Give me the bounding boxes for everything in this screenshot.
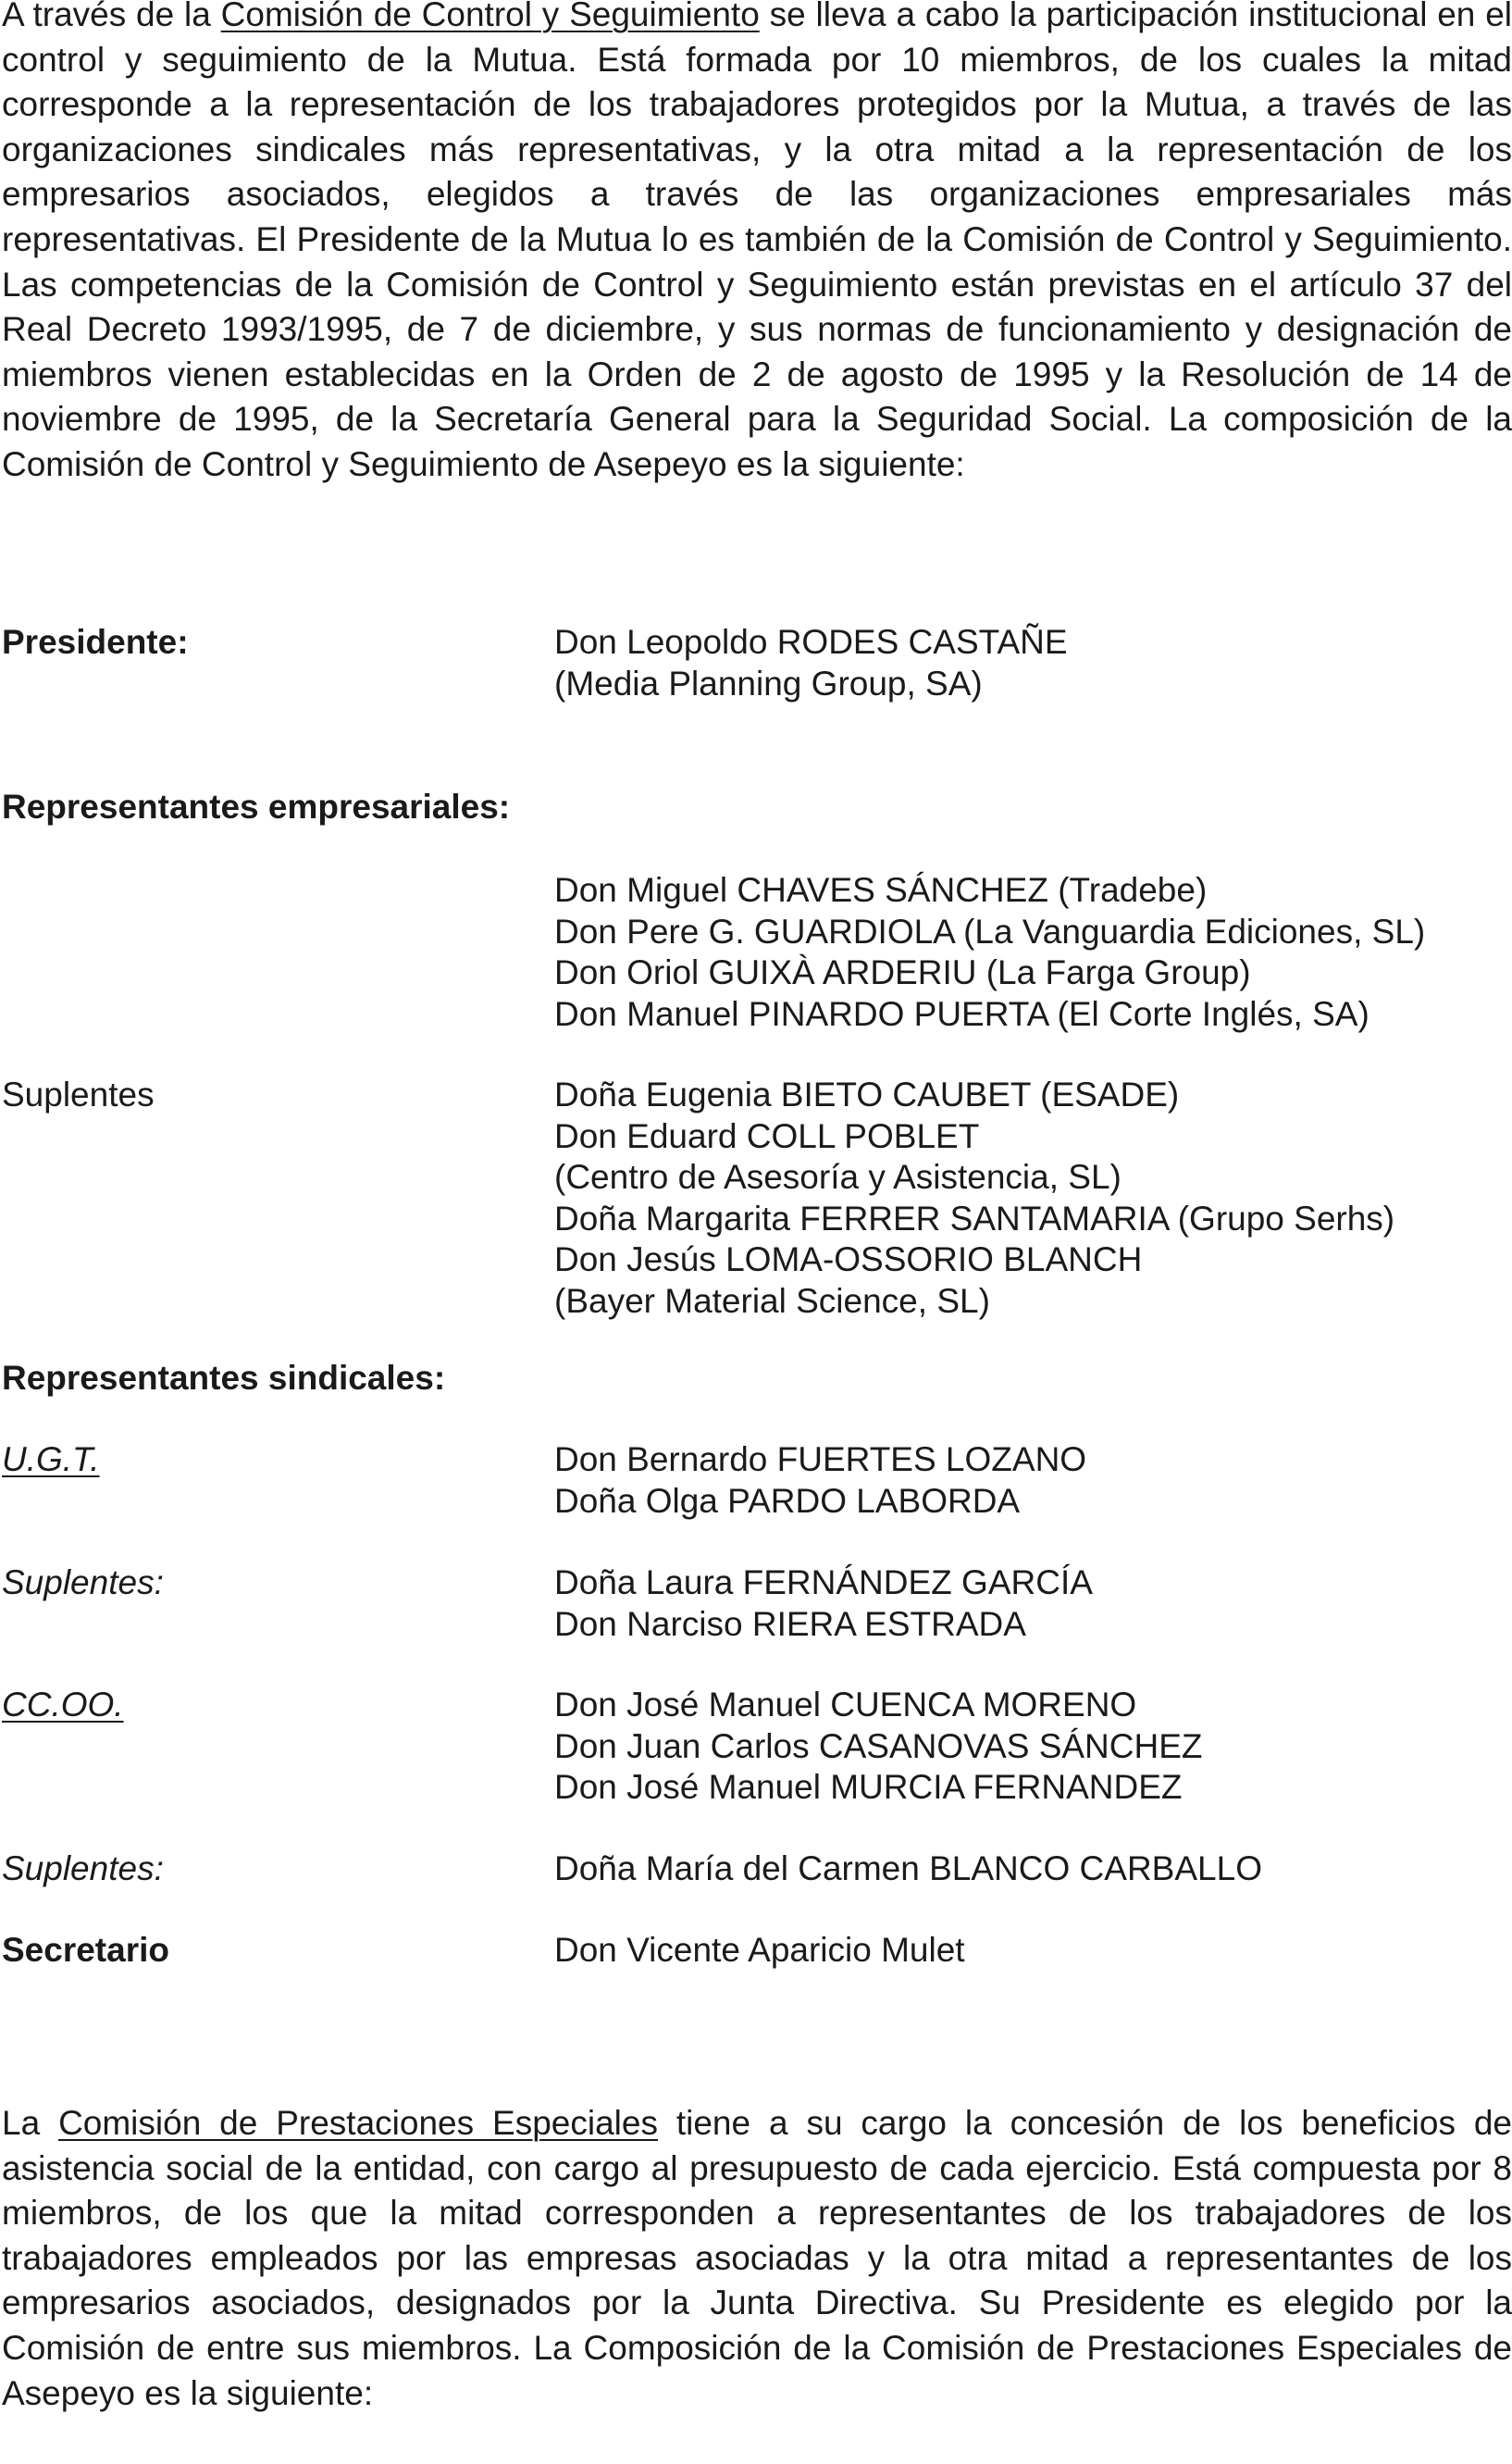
suplente-item: Doña Laura FERNÁNDEZ GARCÍA	[554, 1563, 1093, 1601]
ugt-label: U.G.T.	[2, 1440, 100, 1478]
secretario-value	[554, 1928, 965, 1970]
suplente-item: Doña María del Carmen BLANCO CARBALLO	[554, 1849, 1262, 1887]
ccoo-suplentes	[554, 1847, 1262, 1888]
ccoo-members	[554, 1683, 1203, 1807]
ccoo-label: CC.OO.	[2, 1686, 124, 1724]
suplente-item: Don Jesús LOMA-OSSORIO BLANCH	[554, 1240, 1143, 1278]
intro-text-start: A través de la	[2, 0, 221, 33]
member-item: Doña Olga PARDO LABORDA	[554, 1481, 1021, 1520]
intro-paragraph	[2, 0, 1512, 488]
presidente-value	[554, 620, 1068, 703]
suplente-item: Doña Eugenia BIETO CAUBET (ESADE)	[554, 1076, 1180, 1114]
empresariales-members	[554, 868, 1425, 1033]
prestaciones-paragraph	[2, 2101, 1512, 2416]
member-item: Don Manuel PINARDO PUERTA (El Corte Inglés, SA)	[554, 994, 1369, 1033]
ccoo-suplentes-label: Suplentes:	[2, 1849, 164, 1887]
secretario-label: Secretario	[2, 1931, 169, 1969]
commission-prestaciones-link-text: Comisión de Prestaciones Especiales	[58, 2104, 658, 2142]
prestaciones-text-body: tiene a su cargo la concesión de los beneficios de asistencia social de la entidad, con cargo al presupuesto de cada ejercicio. Está compuesta por 8 miembros, de los que la mitad corresponden a representantes de los trabajadores de los trabajadores empleados por las empresas asociadas y la otra mitad a representantes de los empresarios asociados, designados por la Junta Directiva. Su Presidente es elegido por la Comisión de entre sus miembros. La Composición de la Comisión de Prestaciones Especiales de Asepeyo es la siguiente:	[2, 2104, 1512, 2412]
member-item: Don Miguel CHAVES SÁNCHEZ (Tradebe)	[554, 871, 1208, 909]
suplente-item: (Bayer Material Science, SL)	[554, 1281, 990, 1320]
member-item: Don Juan Carlos CASANOVAS SÁNCHEZ	[554, 1726, 1203, 1765]
suplente-item: Doña Margarita FERRER SANTAMARIA (Grupo Serhs)	[554, 1199, 1395, 1238]
presidente-name: Don Leopoldo RODES CASTAÑE	[554, 623, 1068, 661]
secretario-name: Don Vicente Aparicio Mulet	[554, 1931, 965, 1969]
intro-text-body: se lleva a cabo la participación institucional en el control y seguimiento de la Mutua. Está formada por 10 miembros, de los cuales la mitad corresponde a la representación de los trabajadores protegidos por la Mutua, a través de las organizaciones sindicales más representativas, y la otra mitad a la representación de los empresarios asociados, elegidos a través de las organizaciones empresariales más representativas. El Presidente de la Mutua lo es también de la Comisión de Control y Seguimiento. Las competencias de la Comisión de Control y Seguimiento están previstas en el artículo 37 del Real Decreto 1993/1995, de 7 de diciembre, y sus normas de funcionamiento y designación de miembros vienen establecidas en la Orden de 2 de agosto de 1995 y la Resolución de 14 de noviembre de 1995, de la Secretaría General para la Seguridad Social. La composición de la Comisión de Control y Seguimiento de Asepeyo es la siguiente:	[2, 0, 1512, 483]
prestaciones-text-start: La	[2, 2104, 59, 2142]
presidente-company: (Media Planning Group, SA)	[554, 664, 983, 703]
empresariales-heading: Representantes empresariales:	[2, 788, 511, 826]
ugt-members	[554, 1437, 1086, 1520]
empresariales-suplentes	[554, 1073, 1394, 1320]
ugt-suplentes	[554, 1561, 1093, 1643]
member-item: Don Pere G. GUARDIOLA (La Vanguardia Ediciones, SL)	[554, 912, 1426, 951]
member-item: Don José Manuel CUENCA MORENO	[554, 1686, 1137, 1724]
empresariales-suplentes-label: Suplentes	[2, 1076, 155, 1114]
member-item: Don José Manuel MURCIA FERNANDEZ	[554, 1768, 1183, 1806]
commission-control-link-text: Comisión de Control y Seguimiento	[220, 0, 760, 33]
suplente-item: (Centro de Asesoría y Asistencia, SL)	[554, 1158, 1122, 1196]
ugt-suplentes-label: Suplentes:	[2, 1563, 164, 1601]
member-item: Don Oriol GUIXÀ ARDERIU (La Farga Group)	[554, 953, 1251, 991]
sindicales-heading: Representantes sindicales:	[2, 1359, 446, 1397]
member-item: Don Bernardo FUERTES LOZANO	[554, 1440, 1087, 1478]
presidente-label: Presidente:	[2, 623, 189, 661]
suplente-item: Don Narciso RIERA ESTRADA	[554, 1604, 1026, 1643]
suplente-item: Don Eduard COLL POBLET	[554, 1116, 980, 1155]
